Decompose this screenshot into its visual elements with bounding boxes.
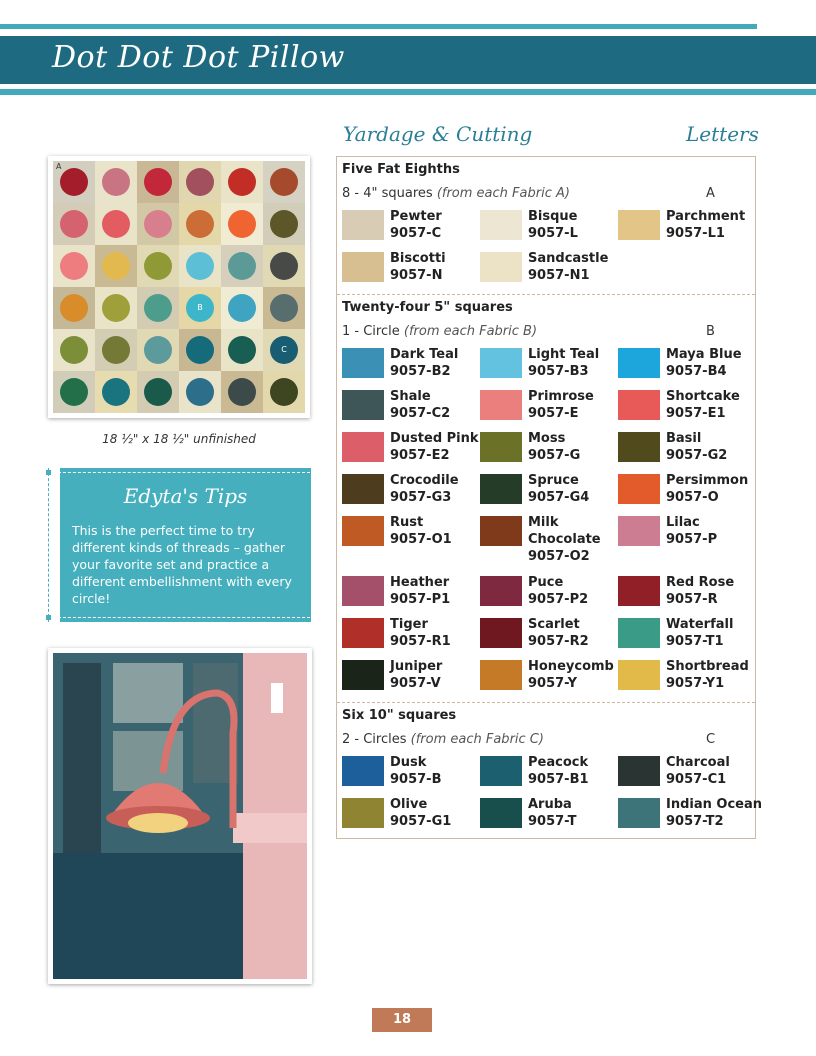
fabric-name: Dark Teal <box>390 347 459 362</box>
fabric-swatch <box>618 516 660 546</box>
quilt-block <box>263 245 305 287</box>
fabric-code: 9057-T <box>528 814 577 829</box>
cut-note: (from each Fabric A) <box>436 186 570 201</box>
fabric-swatch <box>480 798 522 828</box>
fabric-code: 9057-O <box>666 490 719 505</box>
quilt-circle <box>102 336 130 364</box>
quilt-circle <box>102 378 130 406</box>
page-number: 18 <box>392 1012 412 1027</box>
fabric-code: 9057-P <box>666 532 718 547</box>
fabric-name: Waterfall <box>666 617 734 632</box>
quilt-block <box>263 203 305 245</box>
quilt-block <box>137 203 179 245</box>
fabric-name: Indian Ocean <box>666 797 763 812</box>
fabric-code: 9057-P1 <box>390 592 451 607</box>
fabric-name: Tiger <box>390 617 428 632</box>
quilt-block <box>221 203 263 245</box>
fabric-code: 9057-Y1 <box>666 676 725 691</box>
fabric-swatch <box>342 432 384 462</box>
fabric-name: Aruba <box>528 797 572 812</box>
quilt-fabric-letter: B <box>197 303 203 312</box>
tips-body: This is the perfect time to try different kinds of threads – gather your favorite set and practice a different embellishment with every circle! <box>72 523 292 606</box>
quilt-circle <box>270 252 298 280</box>
fabric-swatch <box>618 756 660 786</box>
fabric-name: Charcoal <box>666 755 730 770</box>
fabric-code: 9057-B2 <box>390 364 451 379</box>
fabric-swatch <box>480 474 522 504</box>
fabric-code: 9057-G4 <box>528 490 590 505</box>
section-title: Twenty-four 5" squares <box>342 300 513 315</box>
lamp-photo <box>48 648 312 984</box>
section-divider <box>337 294 755 295</box>
fabric-name: Red Rose <box>666 575 735 590</box>
fabric-code: 9057-O2 <box>528 549 590 564</box>
quilt-circle <box>270 168 298 196</box>
fabric-code: 9057-G1 <box>390 814 452 829</box>
fabric-swatch <box>618 618 660 648</box>
fabric-name: Rust <box>390 515 424 530</box>
quilt-circle <box>102 252 130 280</box>
quilt-block <box>53 203 95 245</box>
quilt-block <box>137 287 179 329</box>
fabric-code: 9057-B3 <box>528 364 589 379</box>
tips-tick <box>46 615 51 620</box>
fabric-code: 9057-R1 <box>390 634 451 649</box>
quilt-block <box>179 329 221 371</box>
quilt-circle <box>186 168 214 196</box>
section-title: Five Fat Eighths <box>342 162 460 177</box>
fabric-swatch <box>618 576 660 606</box>
cut-text: 8 - 4" squares <box>342 186 437 201</box>
quilt-circle <box>228 210 256 238</box>
fabric-code: 9057-C <box>390 226 442 241</box>
quilt-block <box>263 161 305 203</box>
tips-tick <box>46 470 51 475</box>
fabric-swatch <box>342 756 384 786</box>
fabric-swatch <box>480 432 522 462</box>
fabric-swatch <box>480 252 522 282</box>
fabric-code: 9057-Y <box>528 676 578 691</box>
quilt-circle <box>144 378 172 406</box>
fabric-swatch <box>480 618 522 648</box>
cut-text: 2 - Circles <box>342 732 411 747</box>
quilt-circle <box>270 210 298 238</box>
fabric-name: Olive <box>390 797 428 812</box>
quilt-block <box>95 371 137 413</box>
section-fabric-letter: B <box>706 324 715 339</box>
tips-title: Edyta's Tips <box>123 484 248 508</box>
yardage-heading: Yardage & Cutting <box>343 122 533 146</box>
section-divider <box>337 702 755 703</box>
fabric-code: 9057-C2 <box>390 406 451 421</box>
fabric-code: 9057-C1 <box>666 772 727 787</box>
quilt-block <box>221 329 263 371</box>
fabric-name: Juniper <box>390 659 443 674</box>
cut-note: (from each Fabric B) <box>403 324 538 339</box>
fabric-name: Sandcastle <box>528 251 609 266</box>
fabric-swatch <box>342 798 384 828</box>
fabric-swatch <box>480 390 522 420</box>
fabric-name: Lilac <box>666 515 700 530</box>
quilt-circle <box>60 378 88 406</box>
fabric-swatch <box>618 348 660 378</box>
fabric-swatch <box>342 618 384 648</box>
fabric-code: 9057-O1 <box>390 532 452 547</box>
quilt-block <box>53 245 95 287</box>
quilt-block <box>221 371 263 413</box>
fabric-name-line: Chocolate <box>528 532 601 547</box>
quilt-block <box>53 371 95 413</box>
fabric-name: Peacock <box>528 755 589 770</box>
cut-text: 1 - Circle <box>342 324 404 339</box>
fabric-swatch <box>342 390 384 420</box>
section-cut-instruction <box>342 186 570 201</box>
quilt-fabric-letter: C <box>281 345 287 354</box>
quilt-block <box>137 245 179 287</box>
quilt-caption: 18 ½" x 18 ½" unfinished <box>102 432 256 446</box>
fabric-swatch <box>618 660 660 690</box>
section-fabric-letter: C <box>706 732 716 747</box>
fabric-code: 9057-R <box>666 592 718 607</box>
fabric-code: 9057-B <box>390 772 442 787</box>
quilt-block <box>179 287 221 329</box>
quilt-block <box>179 203 221 245</box>
fabric-code: 9057-N1 <box>528 268 590 283</box>
fabric-code: 9057-E <box>528 406 579 421</box>
fabric-swatch <box>342 474 384 504</box>
fabric-name: Shortcake <box>666 389 740 404</box>
fabric-swatch <box>342 660 384 690</box>
fabric-name: Bisque <box>528 209 578 224</box>
fabric-code: 9057-P2 <box>528 592 589 607</box>
tips-dashed-line-left <box>48 468 50 622</box>
quilt-circle <box>270 294 298 322</box>
quilt-circle <box>186 210 214 238</box>
fabric-swatch <box>342 210 384 240</box>
page-title: Dot Dot Dot Pillow <box>52 40 345 75</box>
quilt-block <box>221 287 263 329</box>
quilt-circle <box>144 168 172 196</box>
fabric-name: Light Teal <box>528 347 600 362</box>
quilt-block <box>95 287 137 329</box>
fabric-name: Primrose <box>528 389 594 404</box>
fabric-code: 9057-L1 <box>666 226 725 241</box>
quilt-circle <box>228 168 256 196</box>
quilt-block <box>137 161 179 203</box>
fabric-name: Persimmon <box>666 473 749 488</box>
quilt-circle <box>60 294 88 322</box>
fabric-swatch <box>618 432 660 462</box>
fabric-name: Spruce <box>528 473 579 488</box>
quilt-block <box>53 161 95 203</box>
quilt-grid <box>53 161 305 413</box>
quilt-block <box>137 371 179 413</box>
header-stripe-bottom <box>0 89 816 95</box>
fabric-code: 9057-B4 <box>666 364 727 379</box>
quilt-block <box>95 161 137 203</box>
fabric-name: Dusk <box>390 755 427 770</box>
quilt-block <box>179 371 221 413</box>
lamp-photo-image <box>53 653 307 979</box>
fabric-swatch <box>618 474 660 504</box>
quilt-circle <box>228 294 256 322</box>
quilt-circle <box>144 210 172 238</box>
quilt-circle <box>228 336 256 364</box>
quilt-block <box>221 245 263 287</box>
cut-note: (from each Fabric C) <box>410 732 544 747</box>
fabric-swatch <box>618 390 660 420</box>
fabric-swatch <box>480 756 522 786</box>
fabric-code: 9057-R2 <box>528 634 589 649</box>
tips-dashed-line-top <box>48 472 310 473</box>
quilt-block <box>95 329 137 371</box>
quilt-circle <box>102 294 130 322</box>
fabric-code: 9057-G2 <box>666 448 728 463</box>
fabric-name-line: Milk <box>528 515 559 530</box>
quilt-circle <box>60 168 88 196</box>
fabric-name: Maya Blue <box>666 347 742 362</box>
fabric-name: Crocodile <box>390 473 459 488</box>
quilt-circle <box>186 294 214 322</box>
section-cut-instruction <box>342 732 544 747</box>
quilt-circle <box>186 252 214 280</box>
fabric-code: 9057-G <box>528 448 581 463</box>
fabric-name: Heather <box>390 575 450 590</box>
fabric-swatch <box>618 798 660 828</box>
fabric-swatch <box>480 660 522 690</box>
quilt-block <box>53 329 95 371</box>
fabric-name: Dusted Pink <box>390 431 479 446</box>
fabric-name: Biscotti <box>390 251 446 266</box>
fabric-code: 9057-E2 <box>390 448 450 463</box>
quilt-block <box>179 245 221 287</box>
quilt-circle <box>270 336 298 364</box>
fabric-swatch <box>480 210 522 240</box>
header-stripe-top <box>0 24 757 29</box>
quilt-circle <box>144 252 172 280</box>
quilt-block <box>95 245 137 287</box>
fabric-code: 9057-V <box>390 676 441 691</box>
fabric-swatch <box>342 252 384 282</box>
tips-dashed-line-bottom <box>48 617 310 618</box>
fabric-name: Moss <box>528 431 566 446</box>
fabric-name: Honeycomb <box>528 659 614 674</box>
quilt-circle <box>60 252 88 280</box>
fabric-code: 9057-N <box>390 268 443 283</box>
fabric-name: Shortbread <box>666 659 749 674</box>
quilt-photo <box>48 156 310 418</box>
quilt-block <box>95 203 137 245</box>
letters-heading: Letters <box>686 122 759 146</box>
quilt-circle <box>60 336 88 364</box>
quilt-block <box>179 161 221 203</box>
fabric-code: 9057-B1 <box>528 772 589 787</box>
quilt-fabric-letter: A <box>56 162 62 171</box>
fabric-code: 9057-E1 <box>666 406 726 421</box>
fabric-name: Puce <box>528 575 564 590</box>
quilt-block <box>263 287 305 329</box>
quilt-circle <box>60 210 88 238</box>
fabric-name: Basil <box>666 431 702 446</box>
section-title: Six 10" squares <box>342 708 457 723</box>
quilt-block <box>53 287 95 329</box>
fabric-name: Scarlet <box>528 617 580 632</box>
fabric-swatch <box>342 576 384 606</box>
fabric-swatch <box>480 576 522 606</box>
quilt-circle <box>102 210 130 238</box>
quilt-block <box>263 329 305 371</box>
quilt-circle <box>228 252 256 280</box>
quilt-circle <box>270 378 298 406</box>
quilt-block <box>263 371 305 413</box>
quilt-block <box>221 161 263 203</box>
fabric-swatch <box>480 348 522 378</box>
fabric-swatch <box>480 516 522 546</box>
fabric-name: Parchment <box>666 209 746 224</box>
section-cut-instruction <box>342 324 537 339</box>
quilt-circle <box>186 378 214 406</box>
fabric-swatch <box>342 516 384 546</box>
quilt-circle <box>144 336 172 364</box>
fabric-name: Pewter <box>390 209 442 224</box>
fabric-name <box>528 514 624 548</box>
quilt-block <box>137 329 179 371</box>
quilt-circle <box>102 168 130 196</box>
title-bar <box>0 36 816 84</box>
fabric-swatch <box>618 210 660 240</box>
quilt-circle <box>228 378 256 406</box>
quilt-circle <box>186 336 214 364</box>
fabric-code: 9057-T2 <box>666 814 724 829</box>
fabric-name: Shale <box>390 389 431 404</box>
fabric-code: 9057-L <box>528 226 578 241</box>
quilt-circle <box>144 294 172 322</box>
fabric-code: 9057-T1 <box>666 634 724 649</box>
fabric-swatch <box>342 348 384 378</box>
fabric-code: 9057-G3 <box>390 490 452 505</box>
section-fabric-letter: A <box>706 186 715 201</box>
